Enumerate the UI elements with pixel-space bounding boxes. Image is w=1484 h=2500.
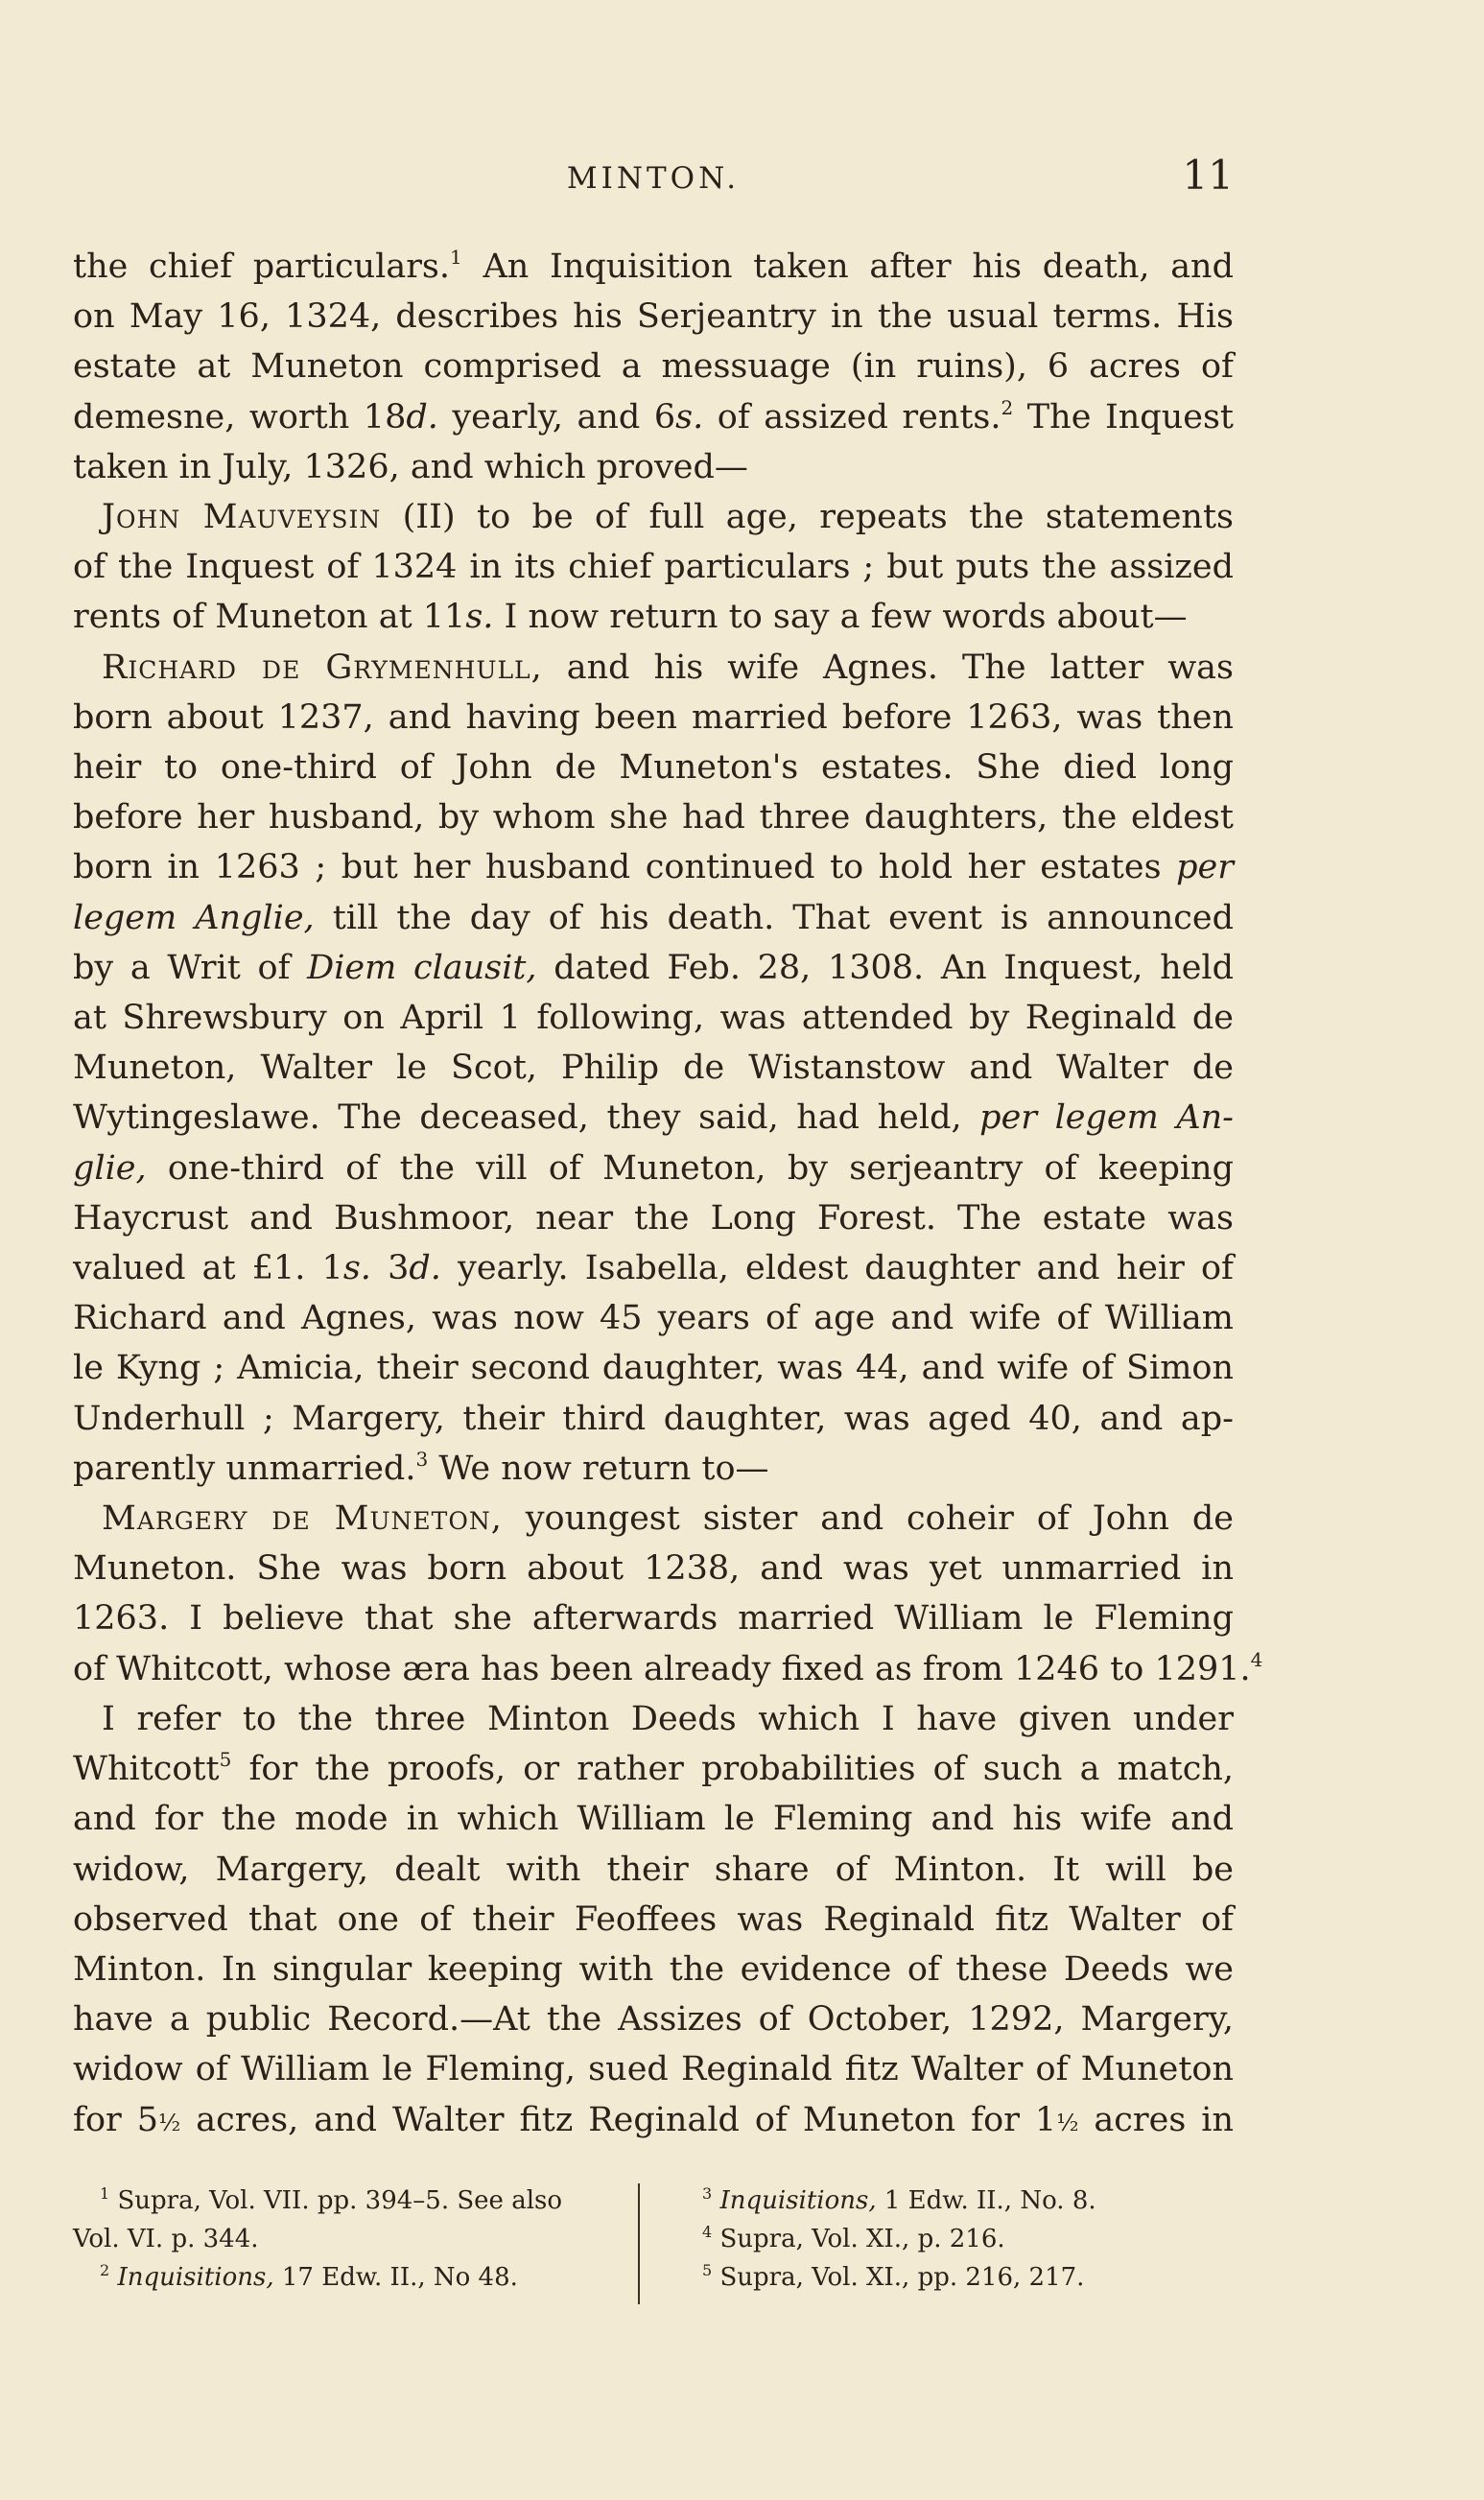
page-number: 11: [1182, 152, 1234, 199]
footnote-5: $^5$ Supra, Vol. XI., pp. 216, 217.: [702, 2261, 1085, 2292]
person-heading: John Mauveysin: [102, 498, 382, 537]
text-line: Wytingeslawe. The deceased, they said, had held, per legem An-: [73, 1098, 1234, 1138]
footnote-ref: 2: [1001, 395, 1014, 419]
footnote-2: $^2$ Inquisitions, 17 Edw. II., No 48.: [100, 2261, 518, 2292]
text-line: taken in July, 1326, and which proved—: [73, 447, 748, 486]
page-header: [73, 144, 1234, 211]
footnotes-left-column: [73, 2182, 610, 2297]
text-line: John Mauveysin (II) to be of full age, repeats the statements: [102, 498, 1234, 537]
text-line: rents of Muneton at 11s. I now return to say a few words about—: [73, 598, 1188, 637]
text-line: Muneton. She was born about 1238, and was yet unmarried in: [73, 1549, 1234, 1589]
text-line: Whitcott$^5$ for the proofs, or rather probabilities of such a match,: [73, 1748, 1234, 1789]
person-heading: Richard de Grymenhull,: [102, 648, 543, 687]
person-heading: Margery de Muneton,: [102, 1499, 503, 1539]
footnote-ref: 4: [1250, 1647, 1263, 1671]
text-line: observed that one of their Feoffees was Reginald fitz Walter of: [73, 1899, 1234, 1939]
text-line: and for the mode in which William le Fleming and his wife and: [73, 1800, 1234, 1839]
text-line: 1263. I believe that she afterwards married William le Fleming: [73, 1599, 1234, 1639]
running-title: MINTON.: [566, 161, 741, 196]
footnotes-right-column: [675, 2182, 1213, 2297]
footnote-1-cont: Vol. VI. p. 344.: [73, 2225, 259, 2253]
text-line: for 5½ acres, and Walter fitz Reginald of Muneton for 1½ acres in: [73, 2100, 1234, 2139]
text-line: of Whitcott, whose æra has been already fixed as from 1246 to 1291.$^4$: [73, 1647, 1263, 1688]
text-line: Richard and Agnes, was now 45 years of age and wife of William: [73, 1299, 1234, 1338]
text-line: glie, one-third of the vill of Muneton, by serjeantry of keeping: [73, 1148, 1234, 1188]
footnote-ref: 5: [219, 1748, 232, 1772]
text-line: widow of William le Fleming, sued Reginald fitz Walter of Muneton: [73, 2050, 1234, 2089]
text-line: Underhull ; Margery, their third daughter, was aged 40, and ap-: [73, 1399, 1234, 1438]
text-line: on May 16, 1324, describes his Serjeantry in the usual terms. His: [73, 297, 1234, 337]
text-line: widow, Margery, dealt with their share of Minton. It will be: [73, 1850, 1234, 1889]
text-line: estate at Muneton comprised a messuage (in ruins), 6 acres of: [73, 347, 1234, 387]
text-line: Muneton, Walter le Scot, Philip de Wistanstow and Walter de: [73, 1049, 1234, 1088]
text-line: born about 1237, and having been married before 1263, was then: [73, 697, 1234, 737]
body-text: [73, 242, 1263, 2148]
text-line: Minton. In singular keeping with the evidence of these Deeds we: [73, 1949, 1234, 1989]
footnote-ref: 3: [415, 1447, 429, 1471]
text-line: Haycrust and Bushmoor, near the Long Forest. The estate was: [73, 1198, 1234, 1238]
text-line: legem Anglie, till the day of his death. That event is announced: [73, 898, 1234, 937]
footnote-divider: [638, 2183, 640, 2304]
text-line: at Shrewsbury on April 1 following, was attended by Reginald de: [73, 999, 1234, 1038]
footnote-3: $^3$ Inquisitions, 1 Edw. II., No. 8.: [702, 2184, 1096, 2215]
text-line: I refer to the three Minton Deeds which I have given under: [102, 1699, 1234, 1738]
text-line: the chief particulars.$^1$ An Inquisition taken after his death, and: [73, 246, 1235, 286]
text-line: heir to one-third of John de Muneton's estates. She died long: [73, 748, 1234, 788]
text-line: parently unmarried.$^3$ We now return to—: [73, 1447, 769, 1488]
text-line: valued at £1. 1s. 3d. yearly. Isabella, eldest daughter and heir of: [73, 1249, 1234, 1288]
footnote-1: $^1$ Supra, Vol. VII. pp. 394–5. See also: [100, 2184, 563, 2215]
text-line: Margery de Muneton, youngest sister and coheir of John de: [102, 1499, 1234, 1539]
text-line: le Kyng ; Amicia, their second daughter, was 44, and wife of Simon: [73, 1349, 1234, 1388]
text-line: of the Inquest of 1324 in its chief particulars ; but puts the assized: [73, 548, 1234, 587]
text-line: demesne, worth 18d. yearly, and 6s. of assized rents.$^2$ The Inquest: [73, 395, 1234, 436]
footnote-4: $^4$ Supra, Vol. XI., p. 216.: [702, 2223, 1005, 2253]
text-line: born in 1263 ; but her husband continued to hold her estates per: [73, 848, 1234, 887]
text-line: have a public Record.—At the Assizes of October, 1292, Margery,: [73, 2000, 1234, 2040]
footnotes: [73, 2182, 1234, 2316]
text-line: Richard de Grymenhull, and his wife Agnes. The latter was: [102, 648, 1234, 687]
footnote-ref: 1: [450, 246, 462, 269]
text-line: before her husband, by whom she had three daughters, the eldest: [73, 798, 1234, 837]
text-line: by a Writ of Diem clausit, dated Feb. 28, 1308. An Inquest, held: [73, 948, 1235, 987]
